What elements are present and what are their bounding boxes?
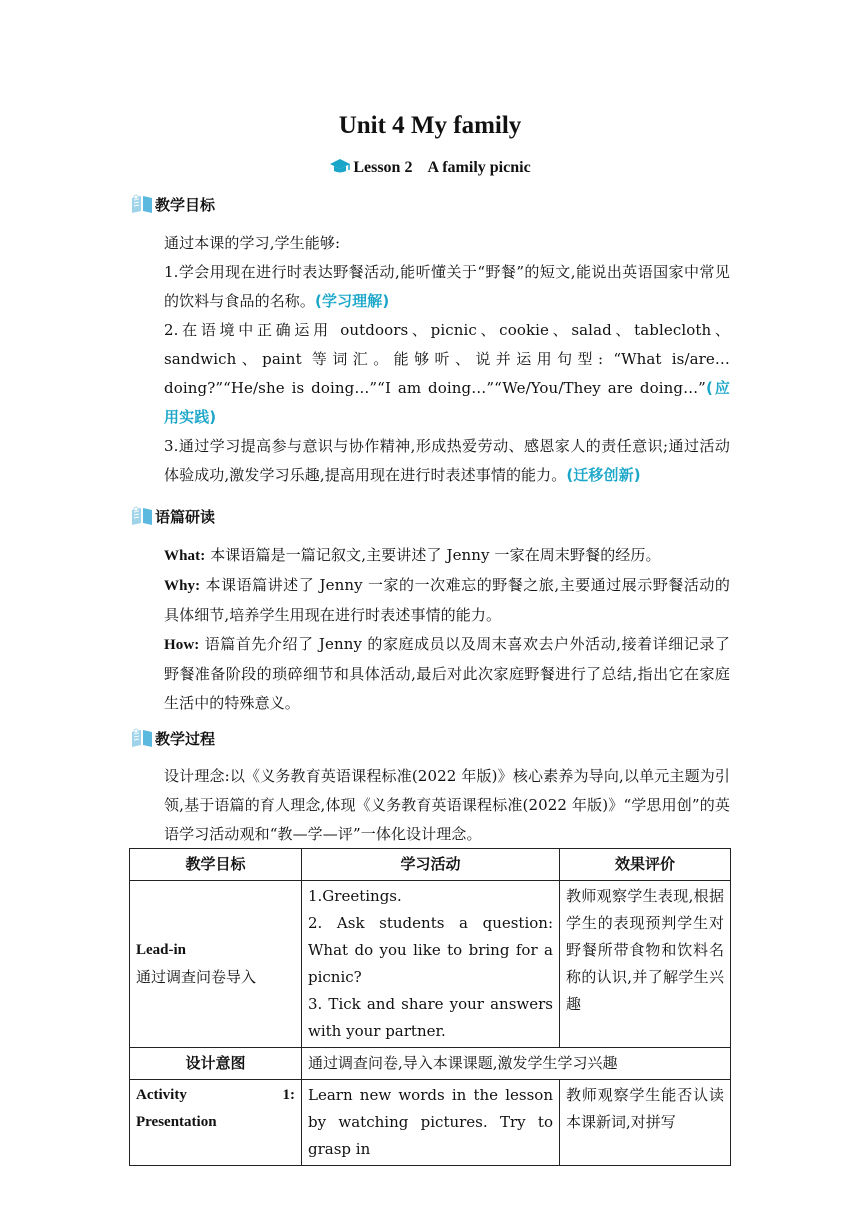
section-heading-text: 教学目标 [155, 195, 216, 214]
lesson-title-text: Lesson 2 A family picnic [353, 159, 531, 176]
process-intro: 设计理念:以《义务教育英语课程标准(2022 年版)》核心素养为导向,以单元主题为引领,基于语篇的育人理念,体现《义务教育英语课程标准(2022 年版)》“学思用创”的英语学习活动观和“教—学—评”一体化设计理念。 [164, 767, 730, 843]
objective-tag-1: (学习理解) [315, 292, 390, 310]
section-heading-process [131, 726, 215, 750]
section-heading-text: 语篇研读 [155, 507, 216, 526]
activity1-activity: Learn new words in the lesson by watching pictures. Try to grasp in [302, 1080, 560, 1166]
lesson-subtitle [0, 158, 860, 180]
table-row [130, 1080, 731, 1166]
lead-in-label: Lead-in [136, 942, 187, 958]
activity1-cell: Activity 1: Presentation [130, 1080, 302, 1166]
lesson-plan-table [129, 848, 731, 1166]
objective-item-1: 1.学会用现在进行时表达野餐活动,能听懂关于“野餐”的短文,能说出英语国家中常见的饮料与食品的名称。(学习理解) [164, 263, 730, 310]
book-icon [131, 194, 153, 214]
section-heading-reading [131, 504, 215, 528]
book-icon [131, 728, 153, 748]
table-header-row [130, 849, 731, 881]
lead-in-evaluation: 教师观察学生表现,根据学生的表现预判学生对野餐所带食物和饮料名称的认识,并了解学生兴趣 [560, 881, 731, 1048]
page-title: Unit 4 My family [338, 112, 522, 139]
objective-tag-3: (迁移创新) [566, 466, 641, 484]
design-intent-label: 设计意图 [130, 1048, 302, 1080]
design-intent-text: 通过调查问卷,导入本课课题,激发学生学习兴趣 [302, 1048, 731, 1080]
objectives-body [130, 229, 730, 490]
lead-in-sub: 通过调查问卷导入 [136, 968, 257, 986]
reading-how: How: 语篇首先介绍了 Jenny 的家庭成员以及周末喜欢去户外活动,接着详细记录了野餐准备阶段的琐碎细节和具体活动,最后对此次家庭野餐进行了总结,指出它在家庭生活中的特殊意义。 [164, 635, 730, 712]
objective-item-3: 3.通过学习提高参与意识与协作精神,形成热爱劳动、感恩家人的责任意识;通过活动体验成功,激发学习乐趣,提高用现在进行时表述事情的能力。(迁移创新) [164, 437, 730, 484]
table-header-cell: 效果评价 [560, 849, 731, 881]
lead-in-cell [130, 881, 302, 1048]
reading-what: What: 本课语篇是一篇记叙文,主要讲述了 Jenny 一家在周末野餐的经历。 [164, 546, 661, 564]
reading-why: Why: 本课语篇讲述了 Jenny 一家的一次难忘的野餐之旅,主要通过展示野餐活动的具体细节,培养学生用现在进行时表述事情的能力。 [164, 576, 730, 624]
lead-in-activities: 1.Greetings. 2. Ask students a question: What do you like to bring for a picnic? 3. Tick and share your answers with your partner. [302, 881, 560, 1048]
objectives-intro: 通过本课的学习,学生能够: [164, 234, 341, 252]
table-header-cell: 学习活动 [302, 849, 560, 881]
process-body [130, 762, 730, 849]
activity1-evaluation: 教师观察学生能否认读本课新词,对拼写 [560, 1080, 731, 1166]
table-row [130, 881, 731, 1048]
book-icon [131, 506, 153, 526]
section-heading-text: 教学过程 [155, 729, 216, 748]
table-header-cell: 教学目标 [130, 849, 302, 881]
objective-tag-2: (应用实践) [164, 379, 730, 426]
reading-body [130, 541, 730, 718]
objective-item-2: 2.在语境中正确运用 outdoors、picnic、cookie、salad、tablecloth、sandwich、paint 等词汇。能够听、说并运用句型: “What is/are… doing?”“He/she is doing…”“I am doing…”“We/You/They are doing…”(应用实践) [164, 321, 730, 426]
section-heading-objectives [131, 192, 215, 216]
table-row [130, 1048, 731, 1080]
graduation-cap-icon [329, 158, 351, 180]
